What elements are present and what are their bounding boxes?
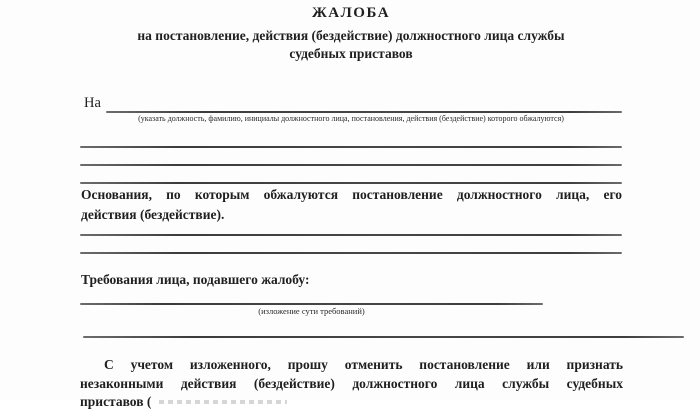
blank-fill-line-2 — [80, 164, 622, 166]
addressee-fill-line — [106, 111, 622, 113]
demands-fill-line — [80, 303, 543, 305]
closing-fill-line — [83, 336, 684, 338]
blank-fill-line-3 — [80, 182, 622, 184]
document-subtitle-line1: на постановление, действия (бездействие) должностного лица службы — [137, 28, 565, 43]
closing-paragraph-line3 — [80, 393, 623, 410]
demands-heading: Требования лица, подавшего жалобу: — [81, 272, 310, 287]
clipped-text-remnant — [159, 400, 287, 404]
grounds-heading-line1: Основания, по которым обжалуются постановление должностного лица, его — [81, 187, 622, 202]
blank-fill-line-1 — [80, 146, 622, 148]
document-title: ЖАЛОБА — [311, 5, 391, 21]
demands-hint: (изложение сути требований) — [258, 306, 365, 316]
addressee-label: На — [84, 95, 101, 111]
closing-paragraph-line1: С учетом изложенного, прошу отменить постановление или признать — [104, 357, 623, 372]
closing-paragraph-line3-text: приставов ( — [80, 394, 152, 409]
addressee-hint: (указать должность, фамилию, инициалы должностного лица, постановления, действия (бездействие) которого обжалуются) — [138, 114, 564, 123]
document-subtitle — [80, 27, 622, 63]
document-subtitle-line2: судебных приставов — [289, 46, 413, 61]
grounds-fill-line-2 — [80, 252, 622, 254]
grounds-fill-line-1 — [80, 234, 622, 236]
grounds-heading-line2: действия (бездействие). — [81, 207, 225, 222]
closing-paragraph-line2: незаконными действия (бездействие) должностного лица службы судебных — [80, 376, 623, 391]
